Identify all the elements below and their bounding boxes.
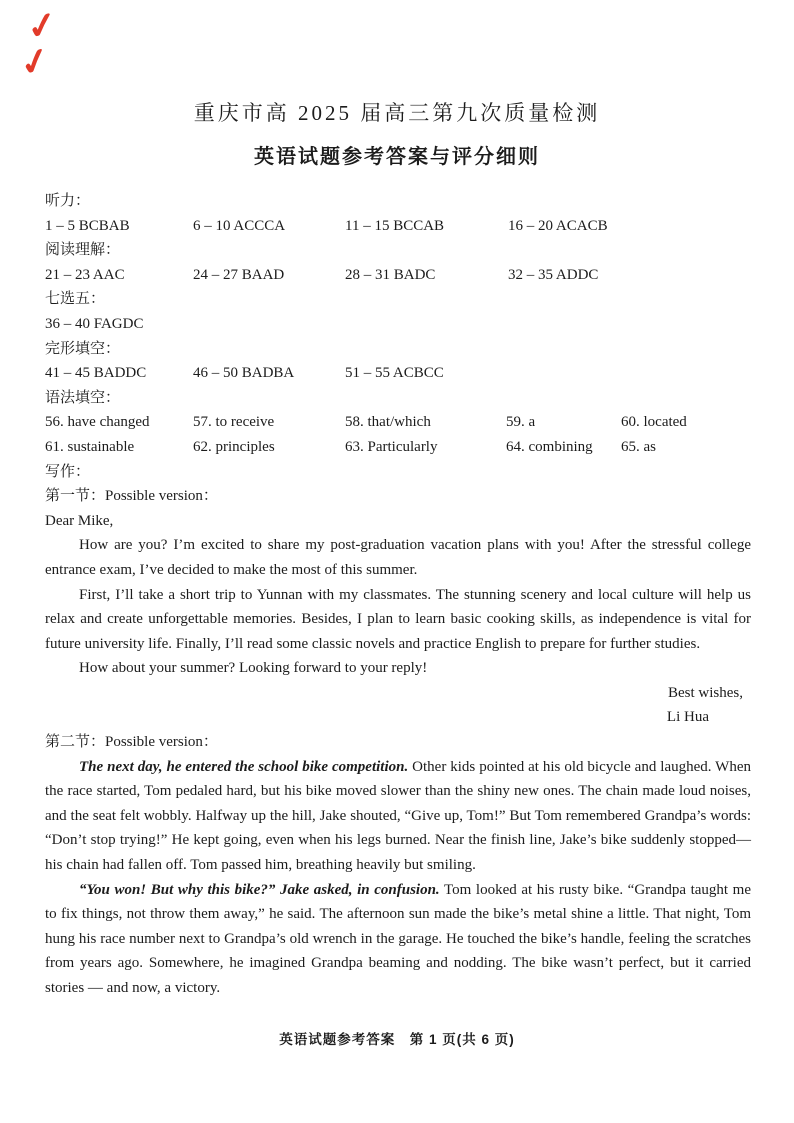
answer-cell: 41 – 45 BADDC xyxy=(45,365,147,382)
answer-cell: 59. a xyxy=(506,414,536,431)
reading-answers-row xyxy=(45,263,751,288)
letter-paragraph-2: First, I’ll take a short trip to Yunnan with my classmates. The stunning scenery and local culture will help us relax and create unforgettable memories. Besides, I plan to learn basic cooking skills, as independence is vital for future university life. Finally, I’ll read some classic novels and practice English to prepare for further studies. xyxy=(45,586,751,652)
answer-cell: 21 – 23 AAC xyxy=(45,266,125,283)
answer-cell: 62. principles xyxy=(193,438,275,455)
cloze-answers-row xyxy=(45,361,751,386)
answer-cell: 36 – 40 FAGDC xyxy=(45,315,144,332)
answer-cell: 57. to receive xyxy=(193,414,275,431)
story-lead-sentence: “You won! But why this bike?” Jake asked, in confusion. xyxy=(79,881,440,898)
story-paragraph-text: Other kids pointed at his old bicycle and laughed. When the race started, Tom pedaled hard, but his bike moved slower than the shiny new ones. The chain made loud noises, and the seat felt wobbly. Halfway up the hill, Jake shouted, “Give up, Tom!” But Tom remembered Grandpa’s words: “Don’t stop trying!” He kept going, even when his legs burned. Near the finish line, Jake’s bike suddenly stopped—his chain had fallen off. Tom passed him, breathing heavily but smiling. xyxy=(45,758,751,874)
answer-cell: 56. have changed xyxy=(45,414,150,431)
story-paragraph-2 xyxy=(45,878,751,1001)
cloze-section-label: 完形填空： xyxy=(45,340,121,357)
story-paragraph-text: Tom looked at his rusty bike. “Grandpa taught me to fix things, not throw them away,” he said. The afternoon sun made the bike’s metal shine a little. That night, Tom hung his race number next to Grandpa’s old wrench in the garage. He touched the bike’s handle, feeling the scratches from years ago. Somewhere, he imagined Grandpa beaming and nodding. The bike wasn’t perfect, but it carried stories — and now, a victory. xyxy=(45,881,752,996)
page-footer: 英语试题参考答案 第 1 页(共 6 页) xyxy=(279,1032,515,1047)
answer-cell: 28 – 31 BADC xyxy=(345,266,436,283)
page-subtitle: 英语试题参考答案与评分细则 xyxy=(254,146,540,168)
answer-cell: 51 – 55 ACBCC xyxy=(345,365,444,382)
answer-cell: 16 – 20 ACACB xyxy=(508,217,608,234)
page-title: 重庆市高 2025 届高三第九次质量检测 xyxy=(193,101,601,125)
letter-paragraph-1: How are you? I’m excited to share my post-graduation vacation plans with you! After the stressful college entrance exam, I’ve decided to make the most of this summer. xyxy=(45,537,751,578)
letter-paragraph-3: How about your summer? Looking forward to your reply! xyxy=(79,660,428,677)
letter-signature: Li Hua xyxy=(666,709,709,726)
answer-cell: 24 – 27 BAAD xyxy=(193,266,285,283)
story-paragraph-1 xyxy=(45,755,751,878)
answer-cell: 61. sustainable xyxy=(45,438,135,455)
seven-choose-five-answers-row xyxy=(45,312,751,337)
listening-answers-row xyxy=(45,214,751,239)
grammar-section-label: 语法填空： xyxy=(45,389,121,406)
answer-cell: 1 – 5 BCBAB xyxy=(45,217,130,234)
letter-salutation: Dear Mike, xyxy=(45,512,114,529)
writing-section2-heading: 第二节：Possible version： xyxy=(45,734,218,751)
seven-choose-five-label: 七选五： xyxy=(45,291,106,308)
reading-section-label: 阅读理解： xyxy=(45,242,121,259)
answer-cell: 32 – 35 ADDC xyxy=(508,266,599,283)
story-lead-sentence: The next day, he entered the school bike competition. xyxy=(79,758,409,775)
answer-cell: 65. as xyxy=(621,438,656,455)
letter-closing: Best wishes, xyxy=(668,684,743,701)
answer-cell: 11 – 15 BCCAB xyxy=(345,217,445,234)
grammar-answers-row-2 xyxy=(45,435,751,460)
answer-cell: 64. combining xyxy=(506,438,593,455)
answer-cell: 63. Particularly xyxy=(345,438,438,455)
answer-cell: 58. that/which xyxy=(345,414,431,431)
answer-cell: 60. located xyxy=(621,414,687,431)
grammar-answers-row-1 xyxy=(45,410,751,435)
writing-section1-heading: 第一节：Possible version： xyxy=(45,488,218,505)
writing-section-label: 写作： xyxy=(45,463,91,480)
document-body xyxy=(45,189,751,1001)
red-check-icon: ✓ xyxy=(15,38,55,86)
answer-cell: 6 – 10 ACCCA xyxy=(193,217,286,234)
red-check-icon: ✓ xyxy=(23,3,61,49)
answer-cell: 46 – 50 BADBA xyxy=(193,365,295,382)
listening-section-label: 听力： xyxy=(45,193,91,209)
